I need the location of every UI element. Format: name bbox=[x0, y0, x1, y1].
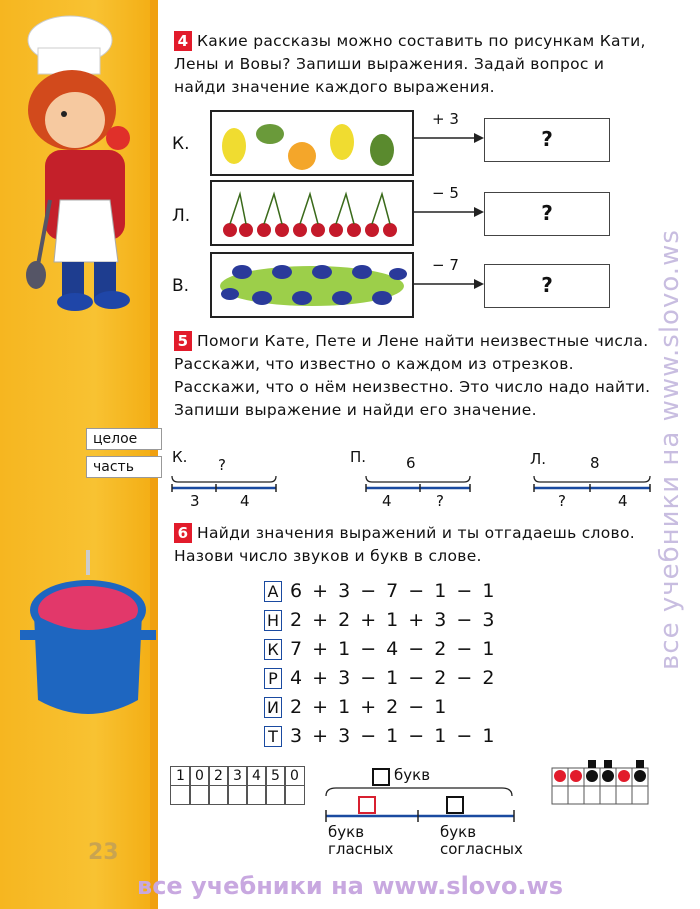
expression-letter: К bbox=[264, 639, 282, 660]
letters-scheme-diagram bbox=[322, 786, 518, 822]
expression-row bbox=[264, 696, 448, 718]
expression-text: 2 + 2 + 1 + 3 − 3 bbox=[290, 609, 497, 631]
expression-letter: Т bbox=[264, 726, 282, 747]
task4-operation: + 3 bbox=[432, 110, 459, 128]
grid-empty-cell[interactable] bbox=[265, 785, 286, 805]
grid-digit: 0 bbox=[189, 766, 210, 786]
grid-empty-cell[interactable] bbox=[189, 785, 210, 805]
chef-boy-illustration bbox=[0, 0, 160, 330]
expression-letter: А bbox=[264, 581, 282, 602]
answer-grid bbox=[170, 766, 310, 806]
expression-row bbox=[264, 667, 496, 689]
vowels-label-line2: гласных bbox=[328, 840, 394, 858]
grid-digit: 1 bbox=[170, 766, 191, 786]
expression-text: 3 + 3 − 1 − 1 − 1 bbox=[290, 725, 497, 747]
whole-marker: целое bbox=[86, 428, 162, 450]
task5-statement: Помоги Кате, Пете и Лене найти неизвестные числа. Расскажи, что известно о каждом из отрезков. Расскажи, что о нём неизвестно. Это число надо найти. Запиши выражение и найди его значение. bbox=[174, 332, 651, 419]
segment-label: Л. bbox=[530, 450, 547, 468]
expression-text: 4 + 3 − 1 − 2 − 2 bbox=[290, 667, 497, 689]
expression-text: 7 + 1 − 4 − 2 − 1 bbox=[290, 638, 497, 660]
expression-row bbox=[264, 638, 496, 660]
page-number: 23 bbox=[88, 840, 119, 865]
consonants-label-line2: согласных bbox=[440, 840, 523, 858]
segment-right-value: 4 bbox=[618, 492, 628, 510]
grid-empty-cell[interactable] bbox=[170, 785, 191, 805]
task4-row-label: В. bbox=[172, 276, 190, 296]
total-letters-label: букв bbox=[394, 766, 431, 784]
consonants-box[interactable] bbox=[446, 796, 464, 814]
expression-text: 6 + 3 − 7 − 1 − 1 bbox=[290, 580, 497, 602]
segment-label: П. bbox=[350, 448, 367, 466]
expression-row bbox=[264, 725, 496, 747]
side-watermark: все учебники на www.slovo.ws bbox=[655, 229, 685, 671]
grid-digit: 3 bbox=[227, 766, 248, 786]
expression-letter: Н bbox=[264, 610, 282, 631]
grid-empty-cell[interactable] bbox=[227, 785, 248, 805]
answer-box[interactable]: ? bbox=[484, 264, 610, 308]
arrow-right-icon bbox=[412, 276, 484, 292]
segment-l-diagram bbox=[530, 474, 656, 494]
task4-row-label: Л. bbox=[172, 206, 191, 226]
vowels-box[interactable] bbox=[358, 796, 376, 814]
consonants-label-line1: букв bbox=[440, 823, 477, 841]
grid-digit: 4 bbox=[246, 766, 267, 786]
part-marker: часть bbox=[86, 456, 162, 478]
grid-empty-cell[interactable] bbox=[208, 785, 229, 805]
arrow-right-icon bbox=[412, 130, 484, 146]
task4-operation: − 5 bbox=[432, 184, 459, 202]
plums-icon bbox=[212, 254, 412, 316]
vowels-label-line1: букв bbox=[328, 823, 365, 841]
segment-left-value: 4 bbox=[382, 492, 392, 510]
arrow-right-icon bbox=[412, 204, 484, 220]
task5-number: 5 bbox=[174, 331, 192, 351]
bottom-watermark: все учебники на www.slovo.ws bbox=[137, 872, 563, 900]
segment-k-diagram bbox=[168, 474, 280, 494]
grid-digit: 0 bbox=[284, 766, 305, 786]
plums-picture bbox=[210, 252, 414, 318]
answer-box[interactable]: ? bbox=[484, 118, 610, 162]
segment-right-value: ? bbox=[436, 492, 444, 510]
task4-statement: Какие рассказы можно составить по рисункам Кати, Лены и Вовы? Запиши выражения. Задай вопрос и найди значение каждого выражения. bbox=[174, 32, 646, 96]
task5-text bbox=[174, 330, 652, 422]
sound-scheme-grid bbox=[550, 756, 654, 808]
expression-text: 2 + 1 + 2 − 1 bbox=[290, 696, 449, 718]
task4-row-label: К. bbox=[172, 134, 190, 154]
task4-text bbox=[174, 30, 652, 99]
task4-number: 4 bbox=[174, 31, 192, 51]
task4-operation: − 7 bbox=[432, 256, 459, 274]
segment-label: К. bbox=[172, 448, 188, 466]
segment-p-diagram bbox=[362, 474, 474, 494]
total-letters-box[interactable] bbox=[372, 768, 390, 786]
segment-left-value: 3 bbox=[190, 492, 200, 510]
grid-digit: 2 bbox=[208, 766, 229, 786]
segment-right-value: 4 bbox=[240, 492, 250, 510]
expression-letter: Р bbox=[264, 668, 282, 689]
consonants-label bbox=[440, 824, 523, 858]
vowels-label bbox=[328, 824, 393, 858]
grid-digit: 5 bbox=[265, 766, 286, 786]
task6-number: 6 bbox=[174, 523, 192, 543]
segment-top-value: ? bbox=[218, 456, 226, 474]
segment-left-value: ? bbox=[558, 492, 566, 510]
pears-picture bbox=[210, 110, 414, 176]
expression-row bbox=[264, 580, 496, 602]
task6-text bbox=[174, 522, 652, 568]
pears-icon bbox=[212, 112, 412, 174]
expression-letter: И bbox=[264, 697, 282, 718]
answer-box[interactable]: ? bbox=[484, 192, 610, 236]
segment-top-value: 8 bbox=[590, 454, 600, 472]
grid-empty-cell[interactable] bbox=[284, 785, 305, 805]
cherries-picture bbox=[210, 180, 414, 246]
task6-statement: Найди значения выражений и ты отгадаешь слово. Назови число звуков и букв в слове. bbox=[174, 524, 635, 565]
grid-empty-cell[interactable] bbox=[246, 785, 267, 805]
soup-pot-illustration bbox=[20, 550, 160, 730]
cherries-icon bbox=[212, 182, 412, 244]
segment-top-value: 6 bbox=[406, 454, 416, 472]
expression-row bbox=[264, 609, 496, 631]
